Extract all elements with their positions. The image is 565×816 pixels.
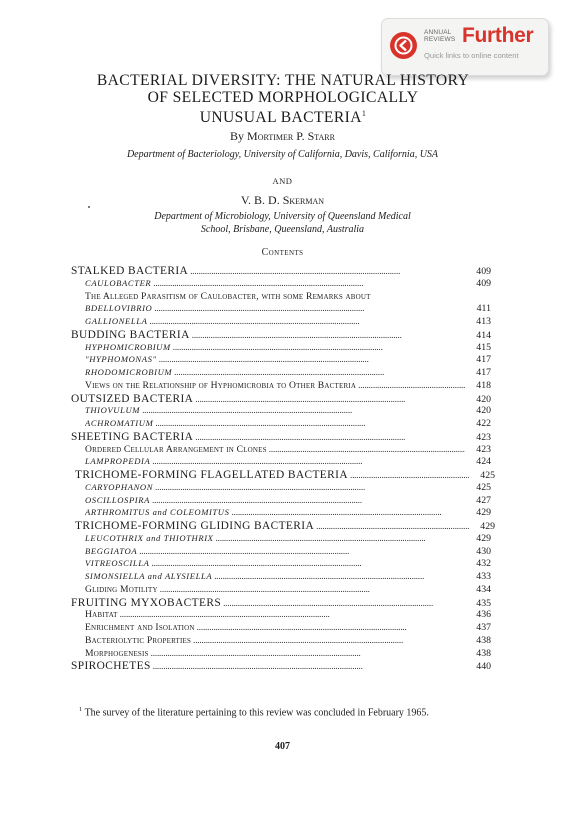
toc-dot-leader — [350, 470, 469, 480]
toc-dot-leader — [190, 266, 465, 276]
toc-page-number: 420 — [476, 405, 491, 417]
toc-dot-leader — [155, 418, 465, 428]
toc-entry-label: STALKED BACTERIA — [71, 265, 189, 277]
toc-subsection — [85, 571, 491, 584]
toc-subsection — [85, 584, 491, 597]
toc-entry-label: THIOVULUM — [85, 405, 141, 416]
quick-links-label: Quick links to online content — [424, 51, 519, 60]
toc-dot-leader — [152, 495, 465, 505]
toc-section — [75, 520, 495, 533]
toc-page-number: 422 — [476, 418, 491, 429]
toc-dot-leader — [214, 571, 465, 581]
toc-page-number: 436 — [476, 609, 491, 621]
toc-entry-label: GALLIONELLA — [85, 316, 148, 326]
toc-page-number: 423 — [476, 443, 491, 455]
toc-subsection — [85, 648, 491, 661]
toc-entry-label: Ordered Cellular Arrangement in Clones — [85, 443, 267, 455]
toc-dot-leader — [155, 482, 465, 492]
toc-page-number: 434 — [476, 583, 491, 595]
and-separator: AND — [272, 176, 293, 186]
toc-entry-label: CARYOPHANON — [85, 481, 154, 492]
toc-dot-leader — [195, 432, 465, 442]
author-2: V. B. D. Skerman — [240, 193, 325, 207]
toc-subsection — [85, 303, 491, 316]
toc-section — [71, 660, 491, 673]
toc-dot-leader — [197, 622, 465, 632]
toc-subsection — [85, 507, 491, 520]
toc-dot-leader — [153, 661, 465, 671]
toc-page-number: 411 — [476, 303, 491, 315]
toc-page-number: 432 — [476, 558, 491, 570]
toc-subsection — [85, 405, 491, 418]
toc-subsection — [85, 533, 491, 546]
toc-dot-leader — [195, 394, 465, 404]
toc-dot-leader — [151, 648, 465, 658]
toc-subsection — [85, 380, 491, 393]
article-title: BACTERIAL DIVERSITY: THE NATURAL HISTORY OF SELECTED MORPHOLOGICALLY UNUSUAL BACTERIA$^1$ — [96, 72, 470, 127]
toc-subsection — [85, 558, 491, 571]
toc-entry-label: BDELLOVIBRIO — [85, 303, 153, 314]
toc-subsection — [85, 456, 491, 469]
toc-page-number: 417 — [476, 367, 491, 378]
toc-entry-label: ARTHROMITUS and COLEOMITUS — [85, 507, 230, 518]
toc-entry-label: SIMONSIELLA and ALYSIELLA — [85, 571, 213, 581]
toc-section — [71, 393, 491, 406]
toc-entry-label: Gliding Motility — [85, 583, 158, 595]
toc-subsection — [85, 622, 491, 635]
toc-dot-leader — [159, 354, 465, 364]
toc-page-number: 425 — [476, 481, 491, 493]
toc-entry-label: ACHROMATIUM — [85, 418, 154, 428]
toc-page-number: 424 — [476, 456, 491, 468]
toc-page-number: 427 — [476, 494, 491, 506]
toc-page-number: 429 — [480, 521, 495, 532]
author-2-affiliation: Department of Microbiology, University of Queensland Medical School, Brisbane, Queensland, Australia — [154, 211, 411, 235]
annual-reviews-logo-text: ANNUAL REVIEWS — [424, 29, 456, 43]
toc-entry-label: FRUITING MYXOBACTERS — [71, 596, 222, 609]
toc-section — [71, 431, 491, 444]
toc-section — [71, 597, 491, 610]
toc-entry-label: Habitat — [85, 609, 118, 621]
toc-dot-leader — [120, 609, 465, 619]
toc-entry-label: "HYPHOMONAS" — [85, 354, 157, 365]
toc-page-number: 435 — [476, 597, 491, 609]
toc-dot-leader — [269, 444, 465, 454]
toc-subsection — [85, 342, 491, 355]
toc-dot-leader — [153, 278, 465, 288]
author-1-affiliation: Department of Bacteriology, University of California, Davis, California, USA — [126, 149, 439, 160]
toc-subsection — [85, 367, 491, 380]
contents-heading: Contents — [261, 247, 304, 258]
toc-dot-leader — [232, 507, 465, 517]
toc-entry-label: OUTSIZED BACTERIA — [71, 392, 194, 405]
page-number: 407 — [275, 741, 290, 752]
toc-entry-label: SHEETING BACTERIA — [71, 430, 194, 443]
toc-dot-leader — [223, 598, 465, 608]
toc-page-number: 415 — [476, 341, 491, 353]
toc-entry-label: TRICHOME-FORMING FLAGELLATED BACTERIA — [75, 469, 348, 481]
toc-subsection — [85, 278, 491, 291]
toc-page-number: 433 — [476, 571, 491, 582]
toc-entry-label: SPIROCHETES — [71, 660, 151, 673]
toc-subsection — [85, 291, 491, 304]
further-links-badge[interactable] — [381, 18, 549, 76]
toc-page-number: 418 — [476, 379, 491, 391]
toc-page-number: 425 — [480, 470, 495, 481]
toc-page-number: 429 — [476, 532, 491, 544]
toc-entry-label: VITREOSCILLA — [85, 558, 150, 569]
toc-section — [75, 469, 495, 482]
toc-entry-label: TRICHOME-FORMING GLIDING BACTERIA — [75, 520, 315, 532]
toc-entry-label: Morphogenesis — [85, 647, 149, 659]
further-label: Further — [462, 24, 534, 47]
toc-page-number: 429 — [476, 507, 491, 519]
toc-subsection — [85, 316, 491, 329]
toc-entry-label: LAMPROPEDIA — [85, 456, 151, 467]
toc-dot-leader — [149, 316, 465, 326]
toc-subsection — [85, 635, 491, 648]
toc-subsection — [85, 495, 491, 508]
toc-dot-leader — [142, 405, 465, 415]
toc-entry-label: HYPHOMICROBIUM — [85, 341, 171, 352]
toc-page-number: 409 — [476, 266, 491, 277]
toc-section — [71, 329, 491, 342]
toc-entry-label: Views on the Relationship of Hyphomicrobia to Other Bacteria — [85, 379, 357, 391]
toc-page-number: 413 — [476, 316, 491, 327]
toc-dot-leader — [316, 521, 469, 531]
play-arrow-icon — [390, 32, 417, 59]
toc-page-number: 440 — [476, 661, 491, 673]
author-1: By Mortimer P. Starr — [230, 129, 335, 143]
toc-page-number: 420 — [476, 393, 491, 405]
toc-dot-leader — [154, 303, 465, 313]
toc-section — [71, 265, 491, 278]
toc-page-number: 438 — [476, 647, 491, 659]
footnote: $^1$ The survey of the literature pertaining to this review was concluded in February 1965. — [79, 706, 429, 719]
toc-page-number: 409 — [476, 277, 491, 289]
toc-entry-label: BUDDING BACTERIA — [71, 328, 190, 341]
toc-entry-label: CAULOBACTER — [85, 277, 152, 288]
toc-dot-leader — [152, 456, 465, 466]
toc-subsection — [85, 354, 491, 367]
toc-dot-leader — [192, 330, 465, 340]
toc-page-number: 430 — [476, 545, 491, 557]
toc-entry-label: The Alleged Parasitism of Caulobacter, with some Remarks about — [85, 290, 371, 302]
toc-entry-label: LEUCOTHRIX and THIOTHRIX — [85, 532, 214, 543]
toc-entry-label: RHODOMICROBIUM — [85, 367, 173, 377]
toc-dot-leader — [193, 635, 465, 645]
toc-dot-leader — [358, 380, 465, 390]
toc-subsection — [85, 609, 491, 622]
title-footnote-mark: 1 — [361, 109, 367, 119]
toc-subsection — [85, 418, 491, 431]
toc-page-number: 417 — [476, 354, 491, 366]
toc-subsection — [85, 546, 491, 559]
toc-dot-leader — [152, 558, 466, 568]
toc-entry-label: OSCILLOSPIRA — [85, 494, 150, 505]
toc-dot-leader — [216, 533, 465, 543]
toc-subsection — [85, 444, 491, 457]
toc-page-number: 423 — [476, 431, 491, 443]
toc-entry-label: BEGGIATOA — [85, 545, 138, 556]
toc-dot-leader — [139, 546, 465, 556]
toc-dot-leader — [160, 584, 465, 594]
toc-entry-label: Bacteriolytic Properties — [85, 634, 192, 646]
toc-page-number: 414 — [476, 329, 491, 341]
toc-page-number: 437 — [476, 622, 491, 633]
toc-dot-leader — [174, 367, 465, 377]
toc-subsection — [85, 482, 491, 495]
toc-page-number: 438 — [476, 634, 491, 646]
toc-dot-leader — [173, 342, 465, 352]
toc-entry-label: Enrichment and Isolation — [85, 622, 195, 633]
